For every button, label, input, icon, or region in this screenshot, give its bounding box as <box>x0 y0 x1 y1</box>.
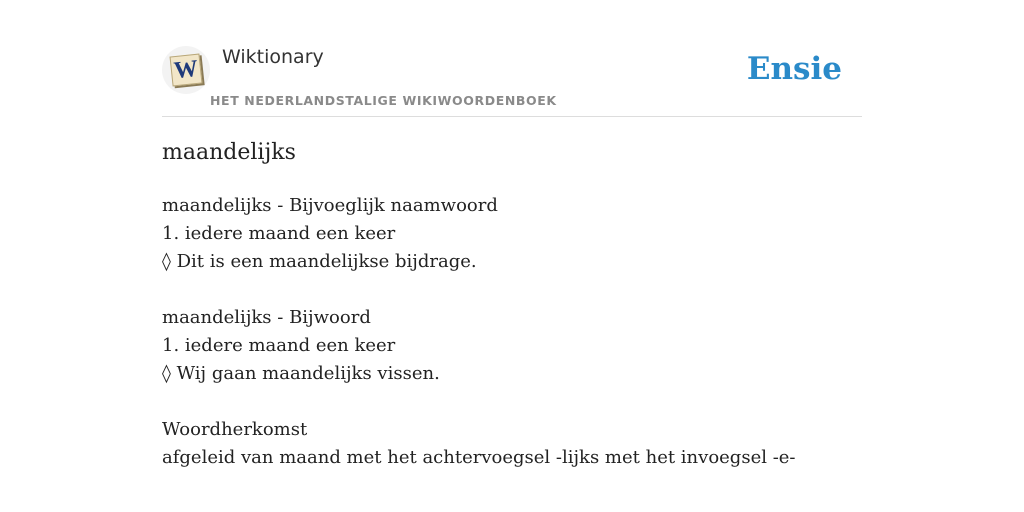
etymology-heading: Woordherkomst <box>162 419 308 440</box>
entry-content <box>162 192 862 472</box>
definition-adjective: 1. iedere maand een keer <box>162 223 396 244</box>
definition-adverb: 1. iedere maand een keer <box>162 335 396 356</box>
site-title[interactable]: Wiktionary <box>222 46 324 68</box>
site-header <box>162 0 862 117</box>
wiktionary-logo-icon[interactable] <box>162 46 210 94</box>
logo-tile: W <box>170 54 203 87</box>
example-adjective: ◊ Dit is een maandelijkse bijdrage. <box>162 251 477 272</box>
spacer <box>162 388 862 416</box>
entry-title: maandelijks <box>162 140 296 165</box>
section-heading-adjective: maandelijks - Bijvoeglijk naamwoord <box>162 195 498 216</box>
site-subtitle: HET NEDERLANDSTALIGE WIKIWOORDENBOEK <box>210 93 557 108</box>
spacer <box>162 276 862 304</box>
ensie-brand-link[interactable]: Ensie <box>746 51 842 87</box>
example-adverb: ◊ Wij gaan maandelijks vissen. <box>162 363 440 384</box>
page <box>162 0 862 512</box>
etymology-text: afgeleid van maand met het achtervoegsel -lijks met het invoegsel -e- <box>162 447 796 468</box>
section-heading-adverb: maandelijks - Bijwoord <box>162 307 371 328</box>
